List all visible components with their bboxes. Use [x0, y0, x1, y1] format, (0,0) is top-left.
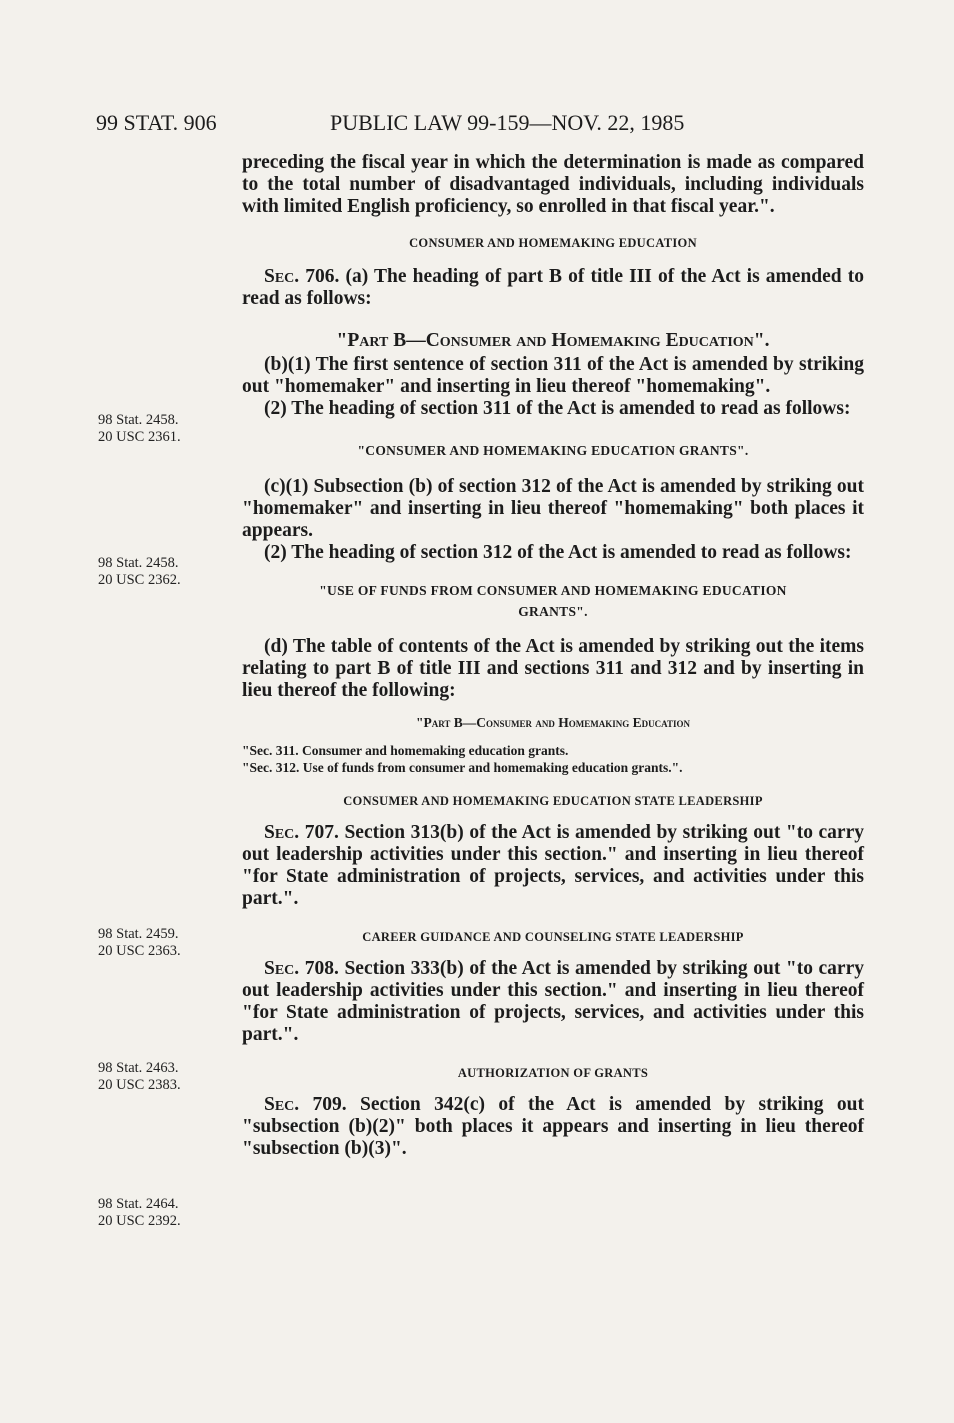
margin-note [98, 555, 181, 589]
sec-706-c1-paragraph: (c)(1) Subsection (b) of section 312 of the Act is amended by striking out "homemaker" and inserting in lieu thereof "homemaking" both places it appears. [242, 476, 864, 541]
margin-note-usc: 20 USC 2383. [98, 1077, 181, 1093]
sec-706-c2-paragraph: (2) The heading of section 312 of the Act is amended to read as follows: [264, 542, 852, 563]
sec-706-paragraph [242, 266, 864, 310]
margin-note-usc: 20 USC 2362. [98, 572, 181, 588]
sec-708-text: 708. Section 333(b) of the Act is amended by striking out "to carry out leadership activities under this section." and inserting in lieu thereof "for State administration of projects, services, and activities under this part.". [242, 958, 864, 1045]
section-heading: CAREER GUIDANCE AND COUNSELING STATE LEADERSHIP [362, 930, 744, 944]
margin-note-stat: 98 Stat. 2463. [98, 1060, 179, 1076]
sec-708-paragraph [242, 958, 864, 1046]
sec-707-paragraph [242, 822, 864, 910]
toc-part-heading: "Part B—Consumer and Homemaking Education [415, 715, 691, 730]
use-of-funds-heading-line-1: "USE OF FUNDS FROM CONSUMER AND HOMEMAKING EDUCATION [319, 583, 787, 598]
margin-note [98, 1060, 181, 1094]
margin-note-usc: 20 USC 2363. [98, 943, 181, 959]
sec-706-b1-paragraph: (b)(1) The first sentence of section 311 of the Act is amended by striking out "homemaker" and inserting in lieu thereof "homemaking". [242, 354, 864, 397]
section-heading: AUTHORIZATION OF GRANTS [457, 1066, 649, 1080]
margin-note-usc: 20 USC 2361. [98, 429, 181, 445]
toc-entry: "Sec. 312. Use of funds from consumer and homemaking education grants.". [242, 760, 683, 775]
page-stat-number: 99 STAT. 906 [96, 110, 217, 135]
part-b-heading: "Part B—Consumer and Homemaking Education". [336, 330, 770, 351]
intro-paragraph: preceding the fiscal year in which the determination is made as compared to the total number of disadvantaged individuals, including individuals with limited English proficiency, so enrolled in that fiscal year.". [242, 152, 864, 217]
margin-note [98, 1196, 181, 1230]
margin-note-stat: 98 Stat. 2458. [98, 555, 179, 571]
sec-707-text: 707. Section 313(b) of the Act is amended by striking out "to carry out leadership activities under this section." and inserting in lieu thereof "for State administration of projects, services, and activities under this part.". [242, 822, 864, 909]
sec-709-paragraph [242, 1094, 864, 1160]
section-heading: CONSUMER AND HOMEMAKING EDUCATION STATE LEADERSHIP [343, 794, 763, 808]
sec-label: Sec. [264, 1094, 300, 1115]
sec-706-text: 706. (a) The heading of part B of title III of the Act is amended to read as follows: [242, 266, 864, 309]
sec-label: Sec. [264, 266, 300, 287]
margin-note [98, 926, 181, 960]
sec-706-d-paragraph: (d) The table of contents of the Act is amended by striking out the items relating to part B of title III and sections 311 and 312 and by inserting in lieu thereof the following: [242, 636, 864, 701]
margin-note-stat: 98 Stat. 2458. [98, 412, 179, 428]
sec-label: Sec. [264, 958, 300, 979]
margin-note-stat: 98 Stat. 2464. [98, 1196, 179, 1212]
grants-heading: "CONSUMER AND HOMEMAKING EDUCATION GRANTS". [357, 443, 749, 458]
use-of-funds-heading-line-2: GRANTS". [518, 604, 588, 619]
sec-709-text: 709. Section 342(c) of the Act is amended by striking out "subsection (b)(2)" both places it appears and inserting in lieu thereof "subsection (b)(3)". [242, 1094, 864, 1159]
body-text [242, 152, 864, 1160]
section-heading: CONSUMER AND HOMEMAKING EDUCATION [409, 236, 697, 250]
margin-note [98, 412, 181, 446]
sec-label: Sec. [264, 822, 300, 843]
sec-706-b2-paragraph: (2) The heading of section 311 of the Act is amended to read as follows: [264, 398, 851, 419]
margin-note-stat: 98 Stat. 2459. [98, 926, 179, 942]
public-law-header: PUBLIC LAW 99-159—NOV. 22, 1985 [330, 110, 685, 135]
toc-entry: "Sec. 311. Consumer and homemaking education grants. [242, 743, 569, 758]
margin-note-usc: 20 USC 2392. [98, 1213, 181, 1229]
